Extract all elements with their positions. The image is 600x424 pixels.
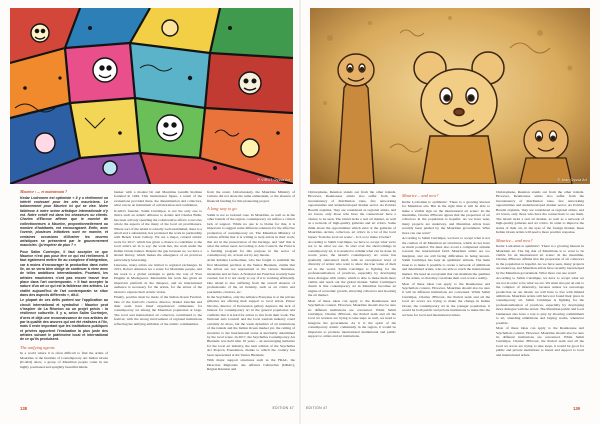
body-paragraph: According to Salim Currimjee, we have to accept what we're not to be what we are. To start over the shortcomings in contemporary art, it is needed to rethink what can be done. In recent years, the island's contemporary art scene has gradually reinvented itself, with an exceptional level of diversity of artists who want to show the true value of their art in the world. Salim Currimjee is fighting for the professionalisation of practices, especially by developing more dialogue with artists, which is able to make them more visible and reach out the global market. Salim Currimjee's dream is that contemporary art in Mauritius becomes an engine of economic growth, attracting collectors and boosting the art market. (308, 239, 396, 298)
photo-credit-right: © Jean Oyssa Art (557, 178, 587, 182)
graffiti-mural-image (10, 8, 293, 184)
french-paragraph: Le plupart de ces défis portent sur l'application au circuit international et symbolisé : Maurice peut s'inspirer de La Réunion où un projet précis : la résilience culturelle. Il y a, selon Salim Currimjee, d'ores et déjà une reconnaissance de nos artistes de par la qualité des œuvres qui ont été réalisées à l'île, mais il reste important que les institutions publiques et privées apportent l'évaluation la plus juste des artistes suivant le patrimoine local et international de ce qu'ils produisent. (20, 298, 108, 342)
section-subhead: A long way to go (207, 206, 237, 212)
french-lead-paragraph: Kedar Lodromen est optimiste « Il y a réellement un intérêt croissant pour les arts mauriciens. Le balancement pour Maurice ici qui se vise. Notre faiblesse à notre scène artistique internationale n'y est. Notre crédit est dans les chasseurs ou clients. Charles d'Ebroux affirme que le marché de collectionneurs à Maurice, proportionnellement au nombre d'habitants, est encourageant. Enfin, avec l'avenir, plusieurs initiatives sont en marche, et certaines occasions d'illustrer les œuvres artistiques se présentent par le gouvernement mauricien. Qu'espérer de plus ? » (20, 195, 108, 248)
body-paragraph: Likewise, many artists are invited to regional exchanges. In 2015, Robert Atkinson set a sense for Mauritian people, and his work is a global example to guide the role of Yves Pinguin in Madagascar. Meanwhile his work has given an important platform in the diaspora, and an international audience is necessary for the artists, for the artists of the island to express their artistic vision. (114, 263, 202, 294)
section-subhead: Maurice... and now? (496, 237, 533, 243)
body-paragraph: According to Salim Currimjee, we have to accept what is not the caution of all Mauritian art structures, which do not have as much potential. We must also avoid a complexed attitude towards the international field. Mauritian artists are too marginal, and are still facing difficulties in being known. Salim Currimjee has kept an optimistic attitude. The main issue is to make it possible to create a network of ambitious and determined artists, who are able to reach the international market. We need an ecosystem that can maintain the qualities of the artists, so that they can make their own work a reality. (402, 236, 490, 281)
column-2 (114, 190, 202, 404)
body-paragraph: According to Salim Currimjee, we have to accept what we are not in order to be what we are. We must also put an end to the complex of inferiority, because unless we encourage production on our island, we will have to live with limited ambitions. Mauritian artists still have not found their place in contemporary art. Salim Currimjee is fighting for the professionalisation of practices, especially by developing more dialogue with the artists. The Mauritian public and local businesses also have a role to play by showing commitment to art, attending exhibitions and buying works, whenever possible. (496, 276, 584, 325)
column-1 (20, 190, 108, 404)
body-paragraph: ICAIO's founder, Salim Currimjee, is not the only one to thrive such an artistic Alliance to Artists and Charles Bulle, has been actively spending the collaborative efforts to involve whole the aspects of the many of the local art practitioners. Where sort of the island is actually well established, there is a small and a substantial, has promoted the work in partnership with Benoit Lhoir Gallery. We are a major, curated artistic work for 2017, which has given a chance to contribute to the local artist's art in to say: the work lies, the work under the Indian Ocean banner. Despite the gap between us, we have a shared history, which makes the emergence of art practices particularly interesting. (114, 208, 202, 262)
body-paragraph: Most of these ideas can apply to the Reunionese and Seychellois context. However, Mauritius should also be sure its different institutions are concerned. While Salim Currimjee, Charles d'Ebroux, the Perlerl team and all the local art actors are trying to take steps, it would be good for public and private institutions to invest and support to local and international artists. (496, 326, 584, 357)
body-paragraph: Salim is not so isolated case. In Mauritius, as well as in the other islands of the region, contemporary art suffers a critical lack of support. While no one is to blame for this, it is important to suggest some different solutions for the effective promotion of contemporary art. The Mauritian Ministry of Culture affirms that it is willing to help artists in their work, that are in the preservation of the heritage, and 'and' this is what the artists need. According to Arts Council, the Fund is a funding program for this purpose in the sector of contemporary art, at least not by any means. (207, 212, 295, 258)
mural-photo-left (10, 8, 293, 184)
page-gutter (299, 0, 301, 424)
body-paragraph: Artist Krishna Luchoomun, who has fought to establish the first Mauritian pavilion at the Venice Biennale, claims that the artists are not represented at the various biennales, triennales and art fairs. A National Art Fund has recently been created, but it is not ready to say if it is working efficiently. One island is also suffering from the overall absence of professionals of the art industry, such as art critics and journalists, curators, etc. (207, 258, 295, 294)
column-3 (207, 190, 295, 404)
column-4 (308, 190, 396, 404)
photo-credit-left: © VIRUT Oyssa Art (257, 178, 290, 182)
body-paragraph: With major support structures such as the FRAC, the Direction Régionale des Affaires Culturelles (DRAC), Région Réunion and (207, 358, 295, 372)
body-paragraph: Christophene, Reunion stands out from the other islands. However, Reunionese artists also suffer from the inconsistency of distribution rates, few networking opportunities and underdeveloped market sector. As Patricia Bouchi explains, 'they are considered as regional artists, and art lovers, only those who have the connections' have a chance to be seen. The island lacks a real art market, as well as a network of high-quality galleries and art critics. Some think about the opportunities which exist at the galleries of Mauritius. Artists, collectors, art critics in a lot of the local bijoux 'from the local art scene' – Is it so to make it better? (308, 190, 396, 239)
column-5 (402, 190, 490, 404)
painting-photo-right (310, 8, 590, 184)
body-paragraph: Most of these ideas can apply to the Reunionese and Seychellois context. However, Mauritius should also be sure it will be different institutions are concerned. While Salim Currimjee, Charles d'Ebroux, the Perlerl team and all the local art actors are trying to make the change in Indian Ocean, the contemporary art in the younger population, it would be both public and private institutions to make this the art base for local and international artists. (402, 281, 490, 317)
body-paragraph: Christophene, Reunion stands out from the other islands. However, Reunionese artists also suffer from the inconsistency of distribution rates, few networking opportunities and underdeveloped market sector. As Patricia Bouchi explains, 'they are considered as regional artists, and art lovers, only those who have the connections' to see them. The island lacks a real art market, as well as a network of high-quality galleries and art critics. In order to improve the status of their art, in the eyes of the foreign market, these Indian Ocean artists will need a more positive response. (496, 190, 584, 235)
section-subhead: The unifying agents (20, 344, 55, 350)
body-paragraph: Kedar Lodromen is optimistic: 'There is a growing interest for Mauritian arts. But in the right time it will be able to make a visible sign on the international art scene.' In the meantime, Charles d'Ebroux agrees that the proportion of art collectors in the population is hopeful. As we have seen, many projects are underway, and Mauritian artists have recently been pushed by the Mauritian government. What more can one want? (402, 199, 490, 235)
body-paragraph: banker with a modest bit and Mauritius Gandhi Institute founded in 1949. This institutional figure, a result of the evaluations provided there, the dissemination and collectors, what can be an instrument of collaboration and confidence. (114, 190, 202, 208)
body-paragraph: Most of these ideas can apply to the Reunionese and Seychellois context. However, Mauritius should also be sure its different institutions are concerned. While Salim Currimjee, Charles d'Ebroux, the Perlerl team and all the local art workers are trying to take steps as well, we need to integrate the government. As it is the spirit of the contemporary artistic community in the region, it would be important to promote international institutional and public support to artists and art institutions. (308, 298, 396, 339)
page-number-right: 139 (573, 406, 580, 411)
body-paragraph: In a world where it is often difficult to find the artists of Mauritius at the Institute of Contemporary Art Indian Ocean (ICAIO) show, a group of Mauritian people came in ten highly positioned and sprightly beautiful minds. (20, 351, 108, 369)
french-section-title: Maurice : ... et maintenant ? (20, 190, 68, 194)
edition-label-right: EDITION 47 (306, 406, 328, 411)
page-number-left: 138 (20, 406, 27, 411)
cartoon-painting-image (310, 8, 590, 184)
body-paragraph: Finally, positive must be made of the Indian Ocean Festival. One of the festival's creative director, Daniel Zanchin and their team have hired experienced enthusiasts for contemporary art among the Mauritian population at large. The local and international art collectors contributed to the festival, with the strong involvement of regional institutions reflecting the unifying ambition of the artistic communities. (114, 295, 202, 326)
body-paragraph: In the Seychelles, only the Alliance Française is at the private galleries are offering their support to local artists. Prince Nicolas, director of Percussion gallery deplores the lack of interest for contemporary art in the general population and confirms that it is hard for artists to live from their work. The National Arts Council and the local tourism industry could certainly do more, but the weak dynamics of art institutions of the islands and the Indian Ocean market yet, the ceiling of incentive to the international scene is inevitably determined by the local scene. In 2017, the Seychelles Contemporary Art Biennale was held after 10 years – an encouraging initiative for the local art industry, the next edition of the Seychelles Art Projects Foundation, thanks to which the country has been represented at the Venice Biennale. (207, 294, 295, 357)
body-paragraph: Kedar Lodromen is optimistic: 'There is a growing interest in Mauritian art. The big risk of Mauritians is to want to be visible for an international art scene.' In the meantime, Charles d'Ebroux affirms that the proportion of art collectors in the population is hopeful. As we have seen, many projects are underway, and Mauritian artists have recently been helped by the Mauritian government. What more can one want? (496, 244, 584, 275)
section-subhead: Maurice... and now? (402, 193, 439, 198)
french-paragraph: Pour Salim Currimjee, il faut accepter ce que Maurice n'est pas pour être ce qui est réellement. Il faut également mettre fin au complexe d'intégration, car à moins d'encourager la production dans notre île, on se verra bien obligé de continuer à vivre avec de telles ambitions internationales. Pourtant, les artistes mauriciens n'ont pas encore trouvé leur place dans l'art contemporain. « Il faut accepter la nature d'un art ce qui est la faiblesse des artistes. La réalité aujourd'hui de l'art contemporain se situe dans des aspects différents », dit-il. (20, 249, 108, 298)
column-6 (496, 190, 584, 404)
edition-label-left: EDITION 47 (272, 406, 294, 411)
body-paragraph: from the event. Unfortunately, the Mauritius Ministry of Culture did not share the same enthusiasm, or the absence of financial funding for this pioneering project. (207, 190, 295, 203)
